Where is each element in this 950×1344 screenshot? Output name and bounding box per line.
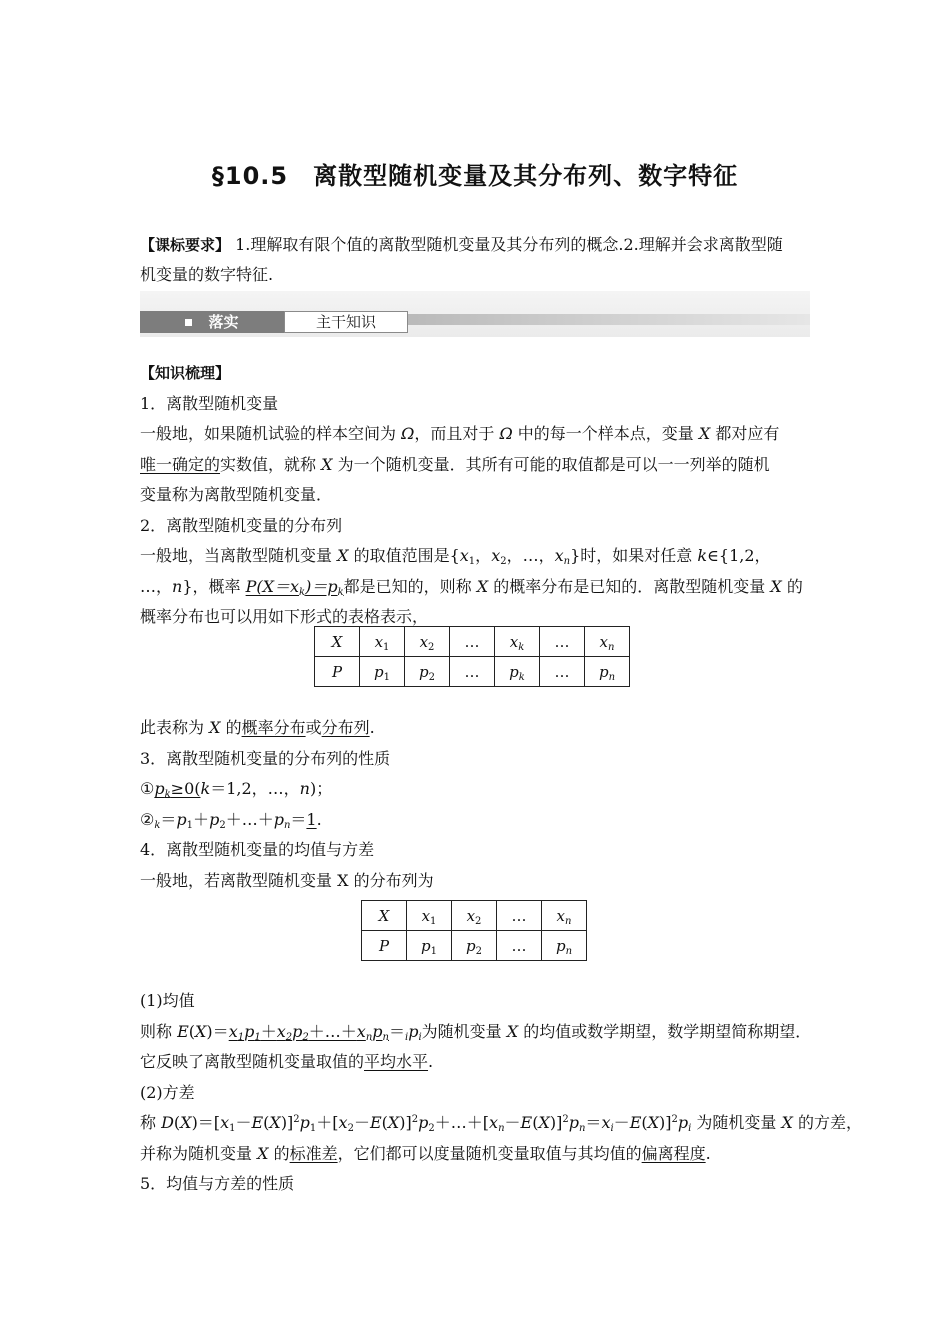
s4-intro: 一般地，若离散型随机变量 X 的分布列为 <box>140 870 434 890</box>
table-cell: $p_n$ <box>542 931 587 961</box>
text: ，而且对于 <box>414 424 500 443</box>
distribution-table-1 <box>314 626 630 687</box>
square-bullet-icon <box>185 319 192 326</box>
page-title: §10.5 离散型随机变量及其分布列、数字特征 <box>211 162 739 190</box>
table-cell: $p_2$ <box>405 657 450 687</box>
text: 的 <box>781 576 803 596</box>
text: 一般地，当离散型随机变量 <box>140 546 338 565</box>
text: 一般地，如果随机试验的样本空间为 <box>140 424 402 443</box>
s2-line-3: 概率分布也可以用如下形式的表格表示， <box>140 607 429 626</box>
table-cell: $p_1$ <box>407 931 452 961</box>
text: P(X＝x <box>245 576 300 596</box>
text: 实数值，就称 <box>220 454 322 474</box>
underlined-answer: 分布列 <box>321 718 370 737</box>
text: 为一个随机变量．其所有可能的取值都是可以一一列举的随机 <box>332 454 770 474</box>
underlined-answer: 偏离程度 <box>641 1143 706 1163</box>
sub: n <box>563 556 571 567</box>
var-n: n <box>172 576 183 596</box>
curriculum-requirement <box>140 230 810 289</box>
underlined-answer: 平均水平 <box>364 1052 429 1071</box>
table-cell: … <box>497 931 542 961</box>
text: 都是已知的，则称 <box>343 576 477 596</box>
distribution-table-2 <box>361 900 587 961</box>
s1-heading: 1．离散型随机变量 <box>140 393 279 413</box>
banner-left-label <box>140 311 284 333</box>
text: )＝p <box>305 576 338 596</box>
table-cell: $x_2$ <box>405 627 450 657</box>
table-cell: … <box>540 657 585 687</box>
table-cell: $p_k$ <box>495 657 540 687</box>
table-cell: $x_n$ <box>542 901 587 931</box>
mean-definition: 则称 $E(X)=x_1p_1+x_2p_2+\dots+x_np_n=_ip_i$为随机变量 X 的均值或数学期望，数学期望简称期望． <box>140 1021 812 1043</box>
table-cell: $p_n$ <box>585 657 630 687</box>
text: ∈{1,2， <box>707 546 771 565</box>
variance-heading: (2)方差 <box>140 1082 195 1102</box>
underlined-answer: 唯一确定的 <box>140 454 221 474</box>
s2-heading: 2．离散型随机变量的分布列 <box>140 515 343 535</box>
table-cell: … <box>540 627 585 657</box>
s3-heading: 3．离散型随机变量的分布列的性质 <box>140 748 391 768</box>
table-cell: $x_1$ <box>360 627 405 657</box>
mean-meaning: 它反映了离散型随机变量取值的平均水平. <box>140 1052 434 1071</box>
section-banner <box>140 291 810 337</box>
var-x: X <box>698 424 711 443</box>
table-row <box>315 657 630 687</box>
var-x: X <box>476 576 489 596</box>
var-x: X <box>770 576 782 596</box>
var-x: x <box>491 546 501 565</box>
underlined-answer: 标准差 <box>289 1143 338 1163</box>
table-row <box>362 931 587 961</box>
banner-right-label: 主干知识 <box>284 311 408 333</box>
var-x: X <box>321 454 333 474</box>
knowledge-body-2 <box>140 713 820 896</box>
s2-line-2 <box>140 572 820 603</box>
table-cell: $p_1$ <box>360 657 405 687</box>
s1-line-2 <box>140 450 820 481</box>
underlined-answer: $P(X=x_k)=p_k$ <box>245 576 344 598</box>
s2-after-table: 此表称为 X 的概率分布或分布列. <box>140 718 375 737</box>
variance-definition: 称 $D(X)=[x_1-E(X)]^2p_1+[x_2-E(X)]^2p_2+\dots+[x_n-E(X)]^2p_n=x_i-E(X)]^2p_i$ 为随机变量 X 的方差， <box>140 1113 862 1134</box>
table-cell: … <box>450 657 495 687</box>
knowledge-body <box>140 358 820 633</box>
s3-line-2: $②_k=p_1+p_2+\dots+p_n=1$. <box>140 809 322 831</box>
mean-heading: (1)均值 <box>140 991 195 1010</box>
table-cell: X <box>362 901 407 931</box>
underlined-answer: 概率分布 <box>241 718 306 737</box>
text: 的概率分布是已知的．离散型随机变量 <box>488 576 771 596</box>
knowledge-body-3 <box>140 986 862 1200</box>
table-cell: $x_2$ <box>452 901 497 931</box>
requirement-text-1: 1.理解取有限个值的离散型随机变量及其分布列的概念.2.理解并会求离散型随 <box>235 235 783 254</box>
underlined-answer: 1 <box>306 809 317 829</box>
table-cell: P <box>315 657 360 687</box>
std-definition: 并称为随机变量 X 的标准差，它们都可以度量随机变量取值与其均值的偏离程度. <box>140 1143 711 1163</box>
text: }，概率 <box>182 576 246 596</box>
sub: 2 <box>500 556 507 567</box>
var-x: x <box>554 546 564 565</box>
s2-line-1: 一般地，当离散型随机变量 X 的取值范围是{$x_1$，$x_2$，…，$x_n$}时，如果对任意 k∈{1,2， <box>140 546 771 567</box>
text: 的取值范围是{ <box>348 546 460 565</box>
s5-heading: 5．均值与方差的性质 <box>140 1174 295 1193</box>
var-x: X <box>337 546 349 565</box>
table-row <box>315 627 630 657</box>
requirement-tag: 【课标要求】 <box>140 236 231 254</box>
text: 都对应有 <box>710 424 780 443</box>
table-cell: $p_2$ <box>452 931 497 961</box>
text: …， <box>140 576 173 596</box>
table-cell: $x_1$ <box>407 901 452 931</box>
requirement-text-2: 机变量的数字特征. <box>140 265 274 284</box>
table-cell: P <box>362 931 407 961</box>
s4-heading: 4．离散型随机变量的均值与方差 <box>140 840 375 859</box>
omega-symbol: Ω <box>401 424 415 443</box>
section-heading: 【知识梳理】 <box>140 364 231 382</box>
banner-left-text: 落实 <box>208 313 239 331</box>
table-cell: $x_n$ <box>585 627 630 657</box>
text: }时，如果对任意 <box>570 546 698 565</box>
table-cell: … <box>497 901 542 931</box>
underlined-answer: $x_1p_1+x_2p_2+\dots+x_np_n$ <box>228 1021 389 1043</box>
sub: 1 <box>468 556 476 567</box>
s1-line-1 <box>140 419 820 450</box>
s3-line-1: $①p_k\ge 0(k=1,2$，…，n)； <box>140 779 333 800</box>
omega-symbol: Ω <box>499 424 513 443</box>
table-cell: X <box>315 627 360 657</box>
table-cell: … <box>450 627 495 657</box>
var-k: k <box>697 546 708 565</box>
underlined-answer: $p_k\ge 0$( <box>154 779 201 800</box>
s1-line-3: 变量称为离散型随机变量． <box>140 485 333 504</box>
table-row <box>362 901 587 931</box>
table-cell: $x_k$ <box>495 627 540 657</box>
var-x: x <box>459 546 469 565</box>
text: 中的每一个样本点，变量 <box>512 424 699 443</box>
